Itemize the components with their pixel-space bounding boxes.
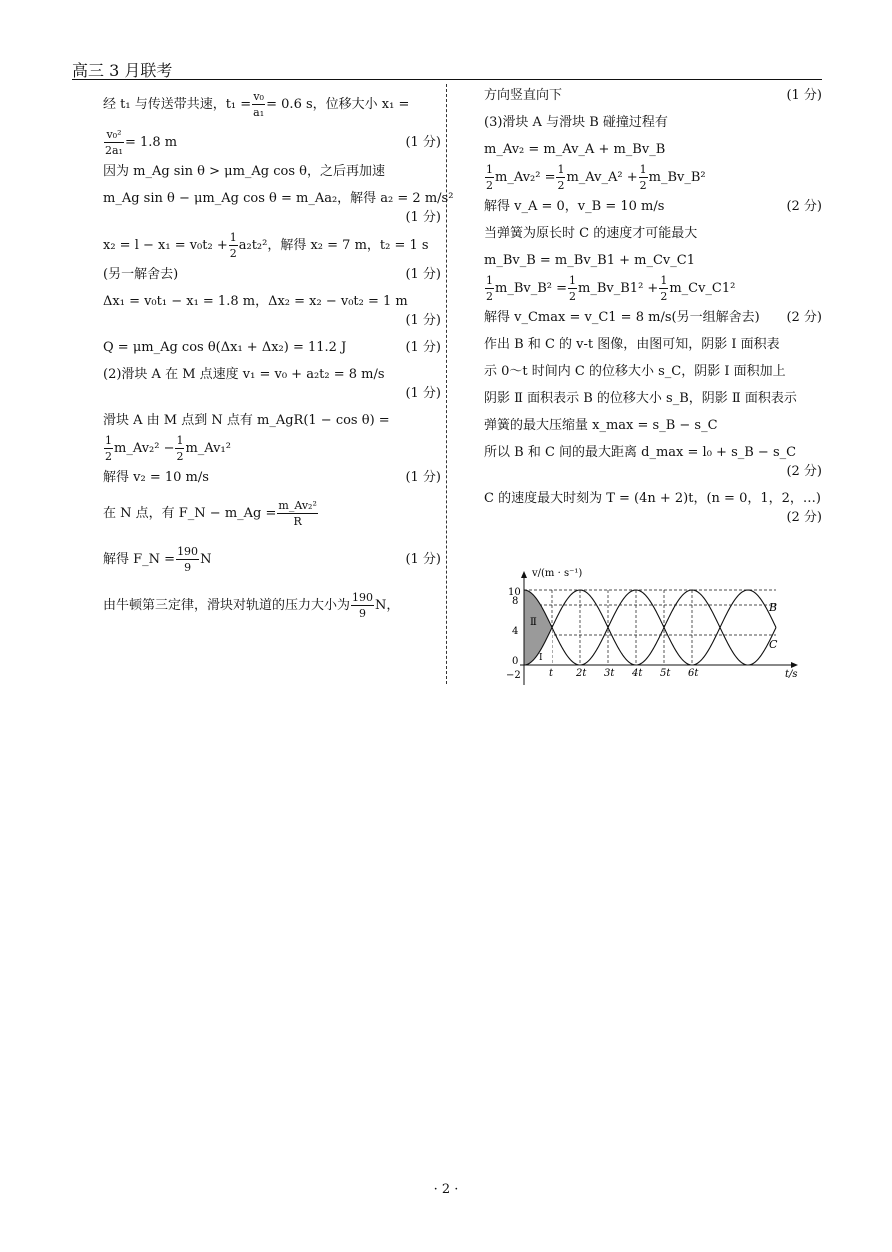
left-line-4: m_Ag sin θ − μm_Ag cos θ = m_Aa₂，解得 a₂ = 2 m/s² bbox=[103, 191, 454, 206]
x-axis-arrow-icon bbox=[791, 662, 798, 668]
left-line-15: 由牛顿第三定律，滑块对轨道的压力大小为 $\frac{190}{9}$ N， bbox=[103, 591, 400, 620]
score: (1 分) bbox=[405, 340, 441, 355]
right-line-9: 解得 v_Cmax = v_C1 = 8 m/s(另一组解舍去) (2 分) bbox=[484, 310, 822, 325]
score: (1 分) bbox=[405, 470, 441, 485]
fraction: $\frac{190}{9}$ bbox=[352, 591, 374, 620]
left-column bbox=[103, 86, 454, 625]
curve-b-label: B bbox=[769, 601, 778, 614]
left-line-14: 解得 F_N = $\frac{190}{9}$ N (1 分) bbox=[103, 541, 441, 579]
fraction: $\frac{190}{9}$ bbox=[177, 545, 199, 574]
column-divider bbox=[446, 84, 447, 684]
score: (1 分) bbox=[786, 88, 822, 103]
score: (1 分) bbox=[405, 267, 441, 282]
score: (1 分) bbox=[405, 210, 441, 225]
x-tick-5t: 5t bbox=[660, 668, 671, 679]
right-line-7: m_Bv_B = m_Bv_B1 + m_Cv_C1 bbox=[484, 253, 695, 268]
x-tick-6t: 6t bbox=[688, 668, 699, 679]
vt-graph bbox=[496, 567, 806, 689]
score: (2 分) bbox=[786, 464, 822, 479]
y-tick-0: 0 bbox=[512, 656, 519, 667]
right-line-10: 作出 B 和 C 的 v-t 图像，由图可知，阴影 Ⅰ 面积表 bbox=[484, 337, 780, 352]
left-line-2: $\frac{\text{v₀²}}{\text{2a₁}}$ = 1.8 m (1 分) bbox=[103, 124, 441, 162]
left-line-7-score bbox=[103, 311, 441, 330]
right-line-3: m_Av₂ = m_Av_A + m_Bv_B bbox=[484, 142, 666, 157]
y-axis-arrow-icon bbox=[521, 571, 527, 578]
left-line-11: $\frac{1}{2}$ m_Av₂² − $\frac{1}{2}$ m_Av₁² bbox=[105, 434, 231, 463]
right-line-14-score bbox=[484, 462, 822, 481]
score: (1 分) bbox=[405, 135, 441, 150]
fraction: $\frac{\text{v₀}}{\text{a₁}}$ bbox=[253, 90, 265, 119]
right-column bbox=[484, 86, 822, 527]
score: (2 分) bbox=[786, 199, 822, 214]
score: (1 分) bbox=[405, 386, 441, 401]
region-1-label: Ⅰ bbox=[539, 653, 543, 663]
right-line-1: 方向竖直向下 (1 分) bbox=[484, 88, 822, 103]
x-tick-3t: 3t bbox=[604, 668, 615, 679]
left-line-13: 在 N 点，有 F_N − m_Ag = $\frac{\text{m\_Av₂²}}{R}$ bbox=[103, 499, 317, 528]
fraction: $\frac{\text{v₀²}}{\text{2a₁}}$ bbox=[105, 128, 123, 157]
left-line-9-score bbox=[103, 384, 441, 403]
x-tick-2t: 2t bbox=[576, 668, 587, 679]
x-tick-4t: 4t bbox=[632, 668, 643, 679]
right-line-2: (3)滑块 A 与滑块 B 碰撞过程有 bbox=[484, 115, 668, 130]
y-axis-label: v/(m · s⁻¹) bbox=[532, 568, 583, 579]
score: (2 分) bbox=[786, 510, 822, 525]
right-line-13: 弹簧的最大压缩量 x_max = s_B − s_C bbox=[484, 418, 718, 433]
header-rule bbox=[72, 79, 822, 80]
x-axis-label: t/s bbox=[785, 669, 798, 680]
left-line-12: 解得 v₂ = 10 m/s (1 分) bbox=[103, 470, 441, 485]
fraction: $\frac{1}{2}$ bbox=[176, 434, 184, 463]
fraction: $\frac{1}{2}$ bbox=[557, 163, 565, 192]
right-line-15: C 的速度最大时刻为 T = (4n + 2)t，(n = 0，1，2，…) bbox=[484, 491, 821, 506]
right-line-5: 解得 v_A = 0，v_B = 10 m/s (2 分) bbox=[484, 199, 822, 214]
fraction: $\frac{\text{m\_Av₂²}}{R}$ bbox=[278, 499, 317, 528]
curve-c-label: C bbox=[769, 638, 778, 651]
left-line-9: (2)滑块 A 在 M 点速度 v₁ = v₀ + a₂t₂ = 8 m/s bbox=[103, 367, 385, 382]
score: (2 分) bbox=[786, 310, 822, 325]
fraction: $\frac{1}{2}$ bbox=[486, 274, 493, 303]
left-line-8: Q = μm_Ag cos θ(Δx₁ + Δx₂) = 11.2 J (1 分) bbox=[103, 340, 441, 355]
page-header: 高三 3 月联考 bbox=[72, 61, 173, 80]
right-line-14: 所以 B 和 C 间的最大距离 d_max = l₀ + s_B − s_C bbox=[484, 445, 797, 460]
y-tick-minus-2: −2 bbox=[506, 670, 521, 681]
left-line-1: 经 t₁ 与传送带共速，t₁ = $\frac{\text{v₀}}{\text{a₁}}$ = 0.6 s，位移大小 x₁ = bbox=[103, 90, 410, 119]
right-line-11: 示 0～t 时间内 C 的位移大小 s_C，阴影 Ⅰ 面积加上 bbox=[484, 364, 786, 379]
fraction: $\frac{1}{2}$ bbox=[639, 163, 647, 192]
left-line-3: 因为 m_Ag sin θ > μm_Ag cos θ，之后再加速 bbox=[103, 164, 385, 179]
y-tick-4: 4 bbox=[512, 626, 519, 637]
fraction: $\frac{1}{2}$ bbox=[105, 434, 112, 463]
left-line-10: 滑块 A 由 M 点到 N 点有 m_AgR(1 − cos θ) = bbox=[103, 413, 390, 428]
score: (1 分) bbox=[405, 313, 441, 328]
fraction: $\frac{1}{2}$ bbox=[660, 274, 668, 303]
right-line-15-score bbox=[484, 508, 822, 527]
left-line-7: Δx₁ = v₀t₁ − x₁ = 1.8 m，Δx₂ = x₂ − v₀t₂ = 1 m bbox=[103, 294, 408, 309]
right-line-4: $\frac{1}{2}$ m_Av₂² = $\frac{1}{2}$ m_Av_A² + $\frac{1}{2}$ m_Bv_B² bbox=[486, 163, 706, 192]
score: (1 分) bbox=[405, 552, 441, 567]
x-tick-t: t bbox=[549, 668, 554, 679]
fraction: $\frac{1}{2}$ bbox=[569, 274, 577, 303]
left-line-4-score bbox=[103, 208, 441, 227]
left-line-5: x₂ = l − x₁ = v₀t₂ + $\frac{1}{2}$ a₂t₂²，解得 x₂ = 7 m，t₂ = 1 s bbox=[103, 231, 429, 260]
y-tick-8: 8 bbox=[512, 596, 519, 607]
right-line-8: $\frac{1}{2}$ m_Bv_B² = $\frac{1}{2}$ m_Bv_B1² + $\frac{1}{2}$ m_Cv_C1² bbox=[486, 274, 736, 303]
page-number: · 2 · bbox=[433, 1182, 459, 1197]
fraction: $\frac{1}{2}$ bbox=[229, 231, 237, 260]
left-line-6: (另一解舍去) (1 分) bbox=[103, 267, 441, 282]
region-2-label: Ⅱ bbox=[530, 617, 537, 628]
right-line-6: 当弹簧为原长时 C 的速度才可能最大 bbox=[484, 226, 698, 241]
fraction: $\frac{1}{2}$ bbox=[486, 163, 493, 192]
right-line-12: 阴影 Ⅱ 面积表示 B 的位移大小 s_B，阴影 Ⅱ 面积表示 bbox=[484, 391, 797, 406]
y-tick-10: 10 bbox=[508, 587, 521, 598]
